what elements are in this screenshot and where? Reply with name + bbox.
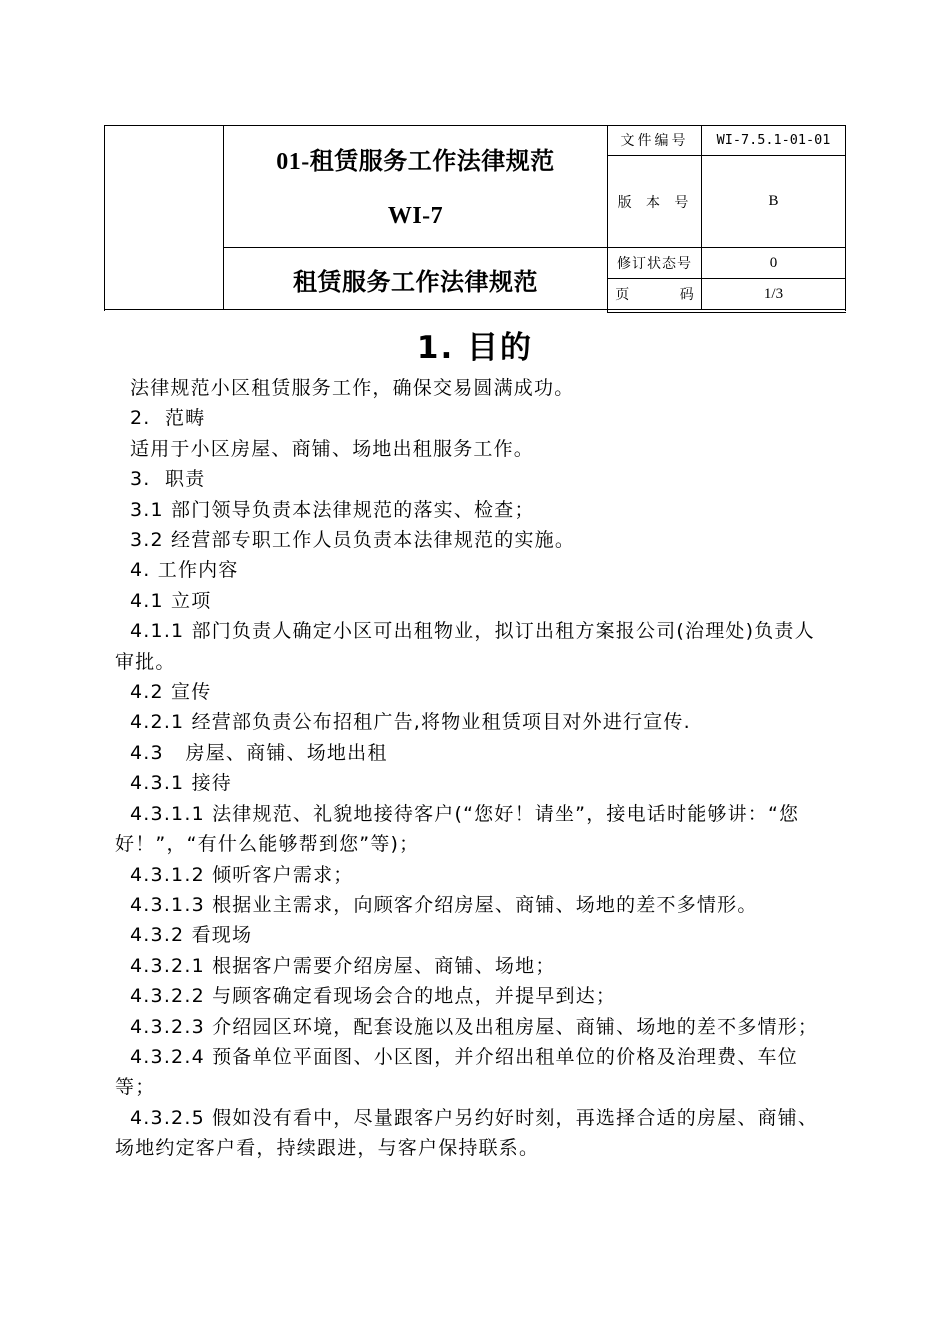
paragraph: 4. 工作内容 bbox=[130, 559, 239, 582]
table-border-bottom-right bbox=[607, 312, 846, 313]
paragraph: 3.1 部门领导负责本法律规范的落实、检查； bbox=[130, 498, 535, 521]
document-body bbox=[115, 373, 831, 1164]
document-subtitle: 租赁服务工作法律规范 bbox=[293, 269, 538, 296]
doc-no-value: WI-7.5.1-01-01 bbox=[716, 132, 831, 148]
revision-value: 0 bbox=[769, 254, 778, 271]
table-border-right bbox=[845, 125, 846, 311]
paragraph: 4.3.1.2 倾听客户需求； bbox=[130, 863, 354, 886]
page-label: 页 码 bbox=[615, 287, 694, 303]
paragraph: 法律规范小区租赁服务工作，确保交易圆满成功。 bbox=[130, 377, 575, 399]
paragraph: 4.3.2.2 与顾客确定看现场会合的地点，并提早到达； bbox=[130, 985, 617, 1008]
paragraph: 适用于小区房屋、商铺、场地出租服务工作。 bbox=[130, 437, 535, 460]
document-header-table bbox=[104, 125, 846, 311]
paragraph: 4.2.1 经营部负责公布招租广告,将物业租赁项目对外进行宣传. bbox=[130, 711, 691, 734]
paragraph: 4.3.2.1 根据客户需要介绍房屋、商铺、场地； bbox=[130, 954, 556, 977]
paragraph: 4.3 房屋、商铺、场地出租 bbox=[130, 741, 388, 764]
version-label: 版 本 号 bbox=[617, 194, 692, 211]
paragraph: 4.1.1 部门负责人确定小区可出租物业，拟订出租方案报公司(治理处)负责人审批。 bbox=[115, 620, 815, 673]
paragraph: 4.3.2 看现场 bbox=[130, 924, 253, 947]
document-code: WI-7 bbox=[387, 202, 444, 229]
paragraph: 2. 范畴 bbox=[130, 407, 206, 430]
table-border-bottom bbox=[104, 309, 846, 310]
document-title: 01-租赁服务工作法律规范 bbox=[276, 148, 555, 175]
paragraph: 4.3.2.4 预备单位平面图、小区图，并介绍出租单位的价格及治理费、车位等； bbox=[115, 1045, 798, 1099]
paragraph: 4.3.1 接待 bbox=[130, 772, 232, 795]
title-row-divider bbox=[223, 247, 608, 248]
page-value: 1/3 bbox=[763, 285, 784, 302]
revision-label: 修订状态号 bbox=[617, 256, 692, 272]
section-heading-purpose: 1. 目的 bbox=[416, 330, 534, 366]
version-value: B bbox=[768, 193, 779, 209]
paragraph: 4.2 宣传 bbox=[130, 681, 212, 704]
paragraph: 4.3.1.3 根据业主需求，向顾客介绍房屋、商铺、场地的差不多情形。 bbox=[130, 893, 758, 916]
paragraph: 3.2 经营部专职工作人员负责本法律规范的实施。 bbox=[130, 529, 576, 552]
paragraph: 4.1 立项 bbox=[130, 589, 212, 612]
paragraph: 4.3.2.5 假如没有看中，尽量跟客户另约好时刻，再选择合适的房屋、商铺、场地约定客户看，持续跟进，与客户保持联系。 bbox=[115, 1106, 819, 1160]
paragraph: 3. 职责 bbox=[130, 468, 206, 491]
table-border-left bbox=[104, 125, 105, 311]
paragraph: 4.3.2.3 介绍园区环境，配套设施以及出租房屋、商铺、场地的差不多情形； bbox=[130, 1015, 819, 1038]
paragraph: 4.3.1.1 法律规范、礼貌地接待客户(“您好！请坐”，接电话时能够讲：“您好！”，“有什么能够帮到您”等)； bbox=[115, 802, 800, 856]
doc-no-label: 文件编号 bbox=[620, 133, 689, 149]
